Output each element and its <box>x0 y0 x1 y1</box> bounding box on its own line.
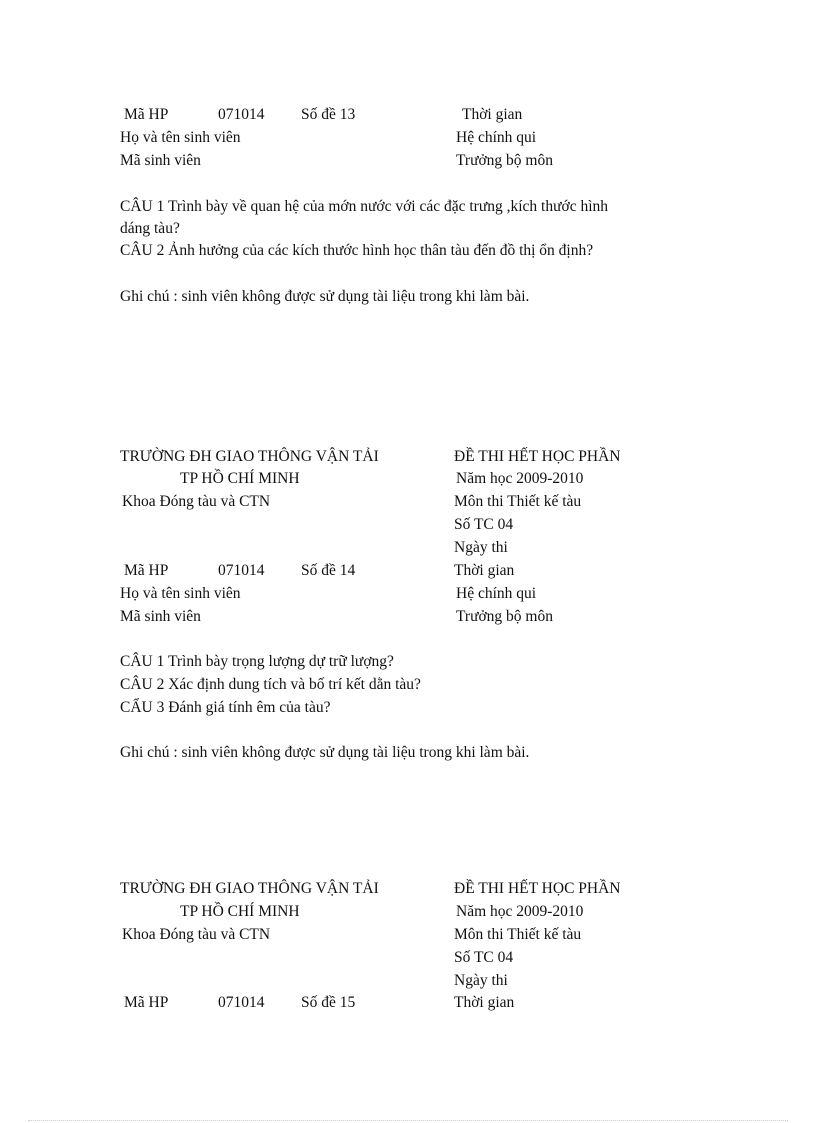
city: TP HỒ CHÍ MINH <box>180 470 300 487</box>
note: Ghi chú : sinh viên không được sử dụng tài liệu trong khi làm bài. <box>120 744 530 761</box>
school-name: TRƯỜNG ĐH GIAO THÔNG VẬN TẢI <box>120 880 379 897</box>
so-de: Số đề 13 <box>301 106 356 123</box>
subject: Môn thi Thiết kế tàu <box>454 926 582 943</box>
he: Hệ chính qui <box>456 585 537 602</box>
page-bottom-divider <box>28 1120 788 1121</box>
ma-hp-value: 071014 <box>218 562 265 579</box>
question-1: CÂU 1 Trình bày trọng lượng dự trữ lượng? <box>120 653 394 670</box>
credits: Số TC 04 <box>454 516 514 533</box>
exam-date: Ngày thi <box>454 972 508 989</box>
ma-hp-value: 071014 <box>218 994 265 1011</box>
ma-hp-label: Mã HP <box>124 106 169 123</box>
exam-title: ĐỀ THI HẾT HỌC PHẦN <box>454 880 621 897</box>
thoi-gian: Thời gian <box>462 106 523 123</box>
ma-sinh-vien: Mã sinh viên <box>120 608 201 625</box>
school-name: TRƯỜNG ĐH GIAO THÔNG VẬN TẢI <box>120 448 379 465</box>
ho-ten: Họ và tên sinh viên <box>120 129 241 146</box>
so-de: Số đề 14 <box>301 562 356 579</box>
ho-ten: Họ và tên sinh viên <box>120 585 241 602</box>
thoi-gian: Thời gian <box>454 994 515 1011</box>
academic-year: Năm học 2009-2010 <box>456 903 584 920</box>
ma-hp-value: 071014 <box>218 106 265 123</box>
credits: Số TC 04 <box>454 949 514 966</box>
truong-bo-mon: Trưởng bộ môn <box>456 152 553 169</box>
truong-bo-mon: Trưởng bộ môn <box>456 608 553 625</box>
ma-hp-label: Mã HP <box>124 994 169 1011</box>
note: Ghi chú : sinh viên không được sử dụng tài liệu trong khi làm bài. <box>120 288 530 305</box>
academic-year: Năm học 2009-2010 <box>456 470 584 487</box>
question-1-cont: dáng tàu? <box>120 220 180 237</box>
city: TP HỒ CHÍ MINH <box>180 903 300 920</box>
he: Hệ chính qui <box>456 129 537 146</box>
exam-date: Ngày thi <box>454 539 508 556</box>
ma-hp-label: Mã HP <box>124 562 169 579</box>
so-de: Số đề 15 <box>301 994 356 1011</box>
question-2: CÂU 2 Xác định dung tích và bố trí kết dằn tàu? <box>120 676 421 693</box>
question-1: CÂU 1 Trình bày về quan hệ của mớn nước với các đặc trưng ,kích thước hình <box>120 198 609 215</box>
ma-sinh-vien: Mã sinh viên <box>120 152 201 169</box>
question-2: CÂU 2 Ảnh hưởng của các kích thước hình học thân tàu đến đồ thị ổn định? <box>120 242 594 259</box>
exam-title: ĐỀ THI HẾT HỌC PHẦN <box>454 448 621 465</box>
faculty: Khoa Đóng tàu và CTN <box>122 926 271 943</box>
question-3: CẨU 3 Đánh giá tính êm của tàu? <box>120 699 331 716</box>
thoi-gian: Thời gian <box>454 562 515 579</box>
faculty: Khoa Đóng tàu và CTN <box>122 493 271 510</box>
subject: Môn thi Thiết kế tàu <box>454 493 582 510</box>
